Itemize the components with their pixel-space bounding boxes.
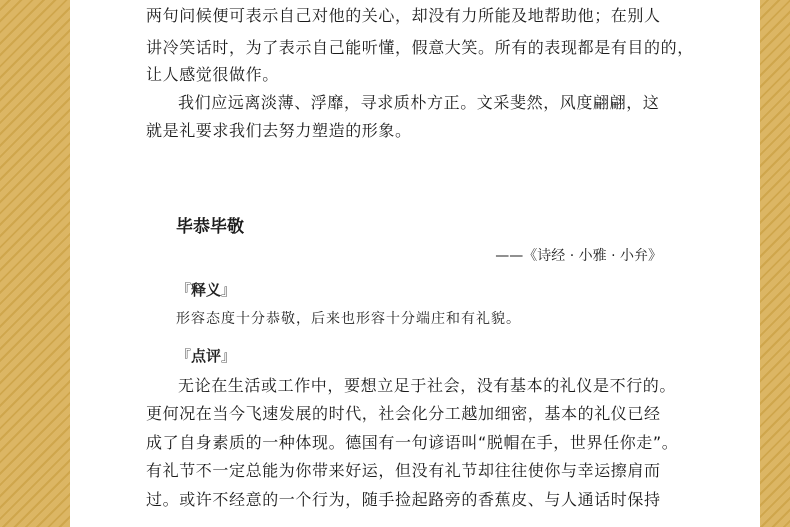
definition-label: 『释义』 (176, 281, 237, 299)
comment-line: 有礼节不一定总能为你带来好运，但没有礼节却往往使你与幸运擦肩而 (146, 461, 661, 480)
comment-line: 过。或许不经意的一个行为，随手捡起路旁的香蕉皮、与人通话时保持 (146, 490, 661, 509)
paragraph-line: 让人感觉很做作。 (146, 65, 279, 84)
comment-line: 成了自身素质的一种体现。德国有一句谚语叫“脱帽在手，世界任你走”。 (146, 433, 679, 452)
paragraph-line: 讲冷笑话时，为了表示自己能听懂，假意大笑。所有的表现都是有目的的， (146, 38, 694, 57)
book-page (70, 0, 760, 527)
paragraph-line: 就是礼要求我们去努力塑造的形象。 (146, 121, 412, 140)
comment-line: 无论在生活或工作中，要想立足于社会，没有基本的礼仪是不行的。 (178, 376, 677, 395)
paragraph-line: 两句问候便可表示自己对他的关心，却没有力所能及地帮助他；在别人 (146, 6, 661, 25)
comment-label: 『点评』 (176, 347, 237, 365)
comment-line: 更何况在当今飞速发展的时代，社会化分工越加细密，基本的礼仪已经 (146, 404, 661, 423)
definition-text: 形容态度十分恭敬，后来也形容十分端庄和有礼貌。 (176, 311, 521, 327)
paragraph-line: 我们应远离淡薄、浮靡，寻求质朴方正。文采斐然，风度翩翩，这 (178, 93, 660, 112)
idiom-title: 毕恭毕敬 (176, 217, 244, 237)
idiom-source: ——《诗经 · 小雅 · 小弁》 (495, 248, 662, 264)
